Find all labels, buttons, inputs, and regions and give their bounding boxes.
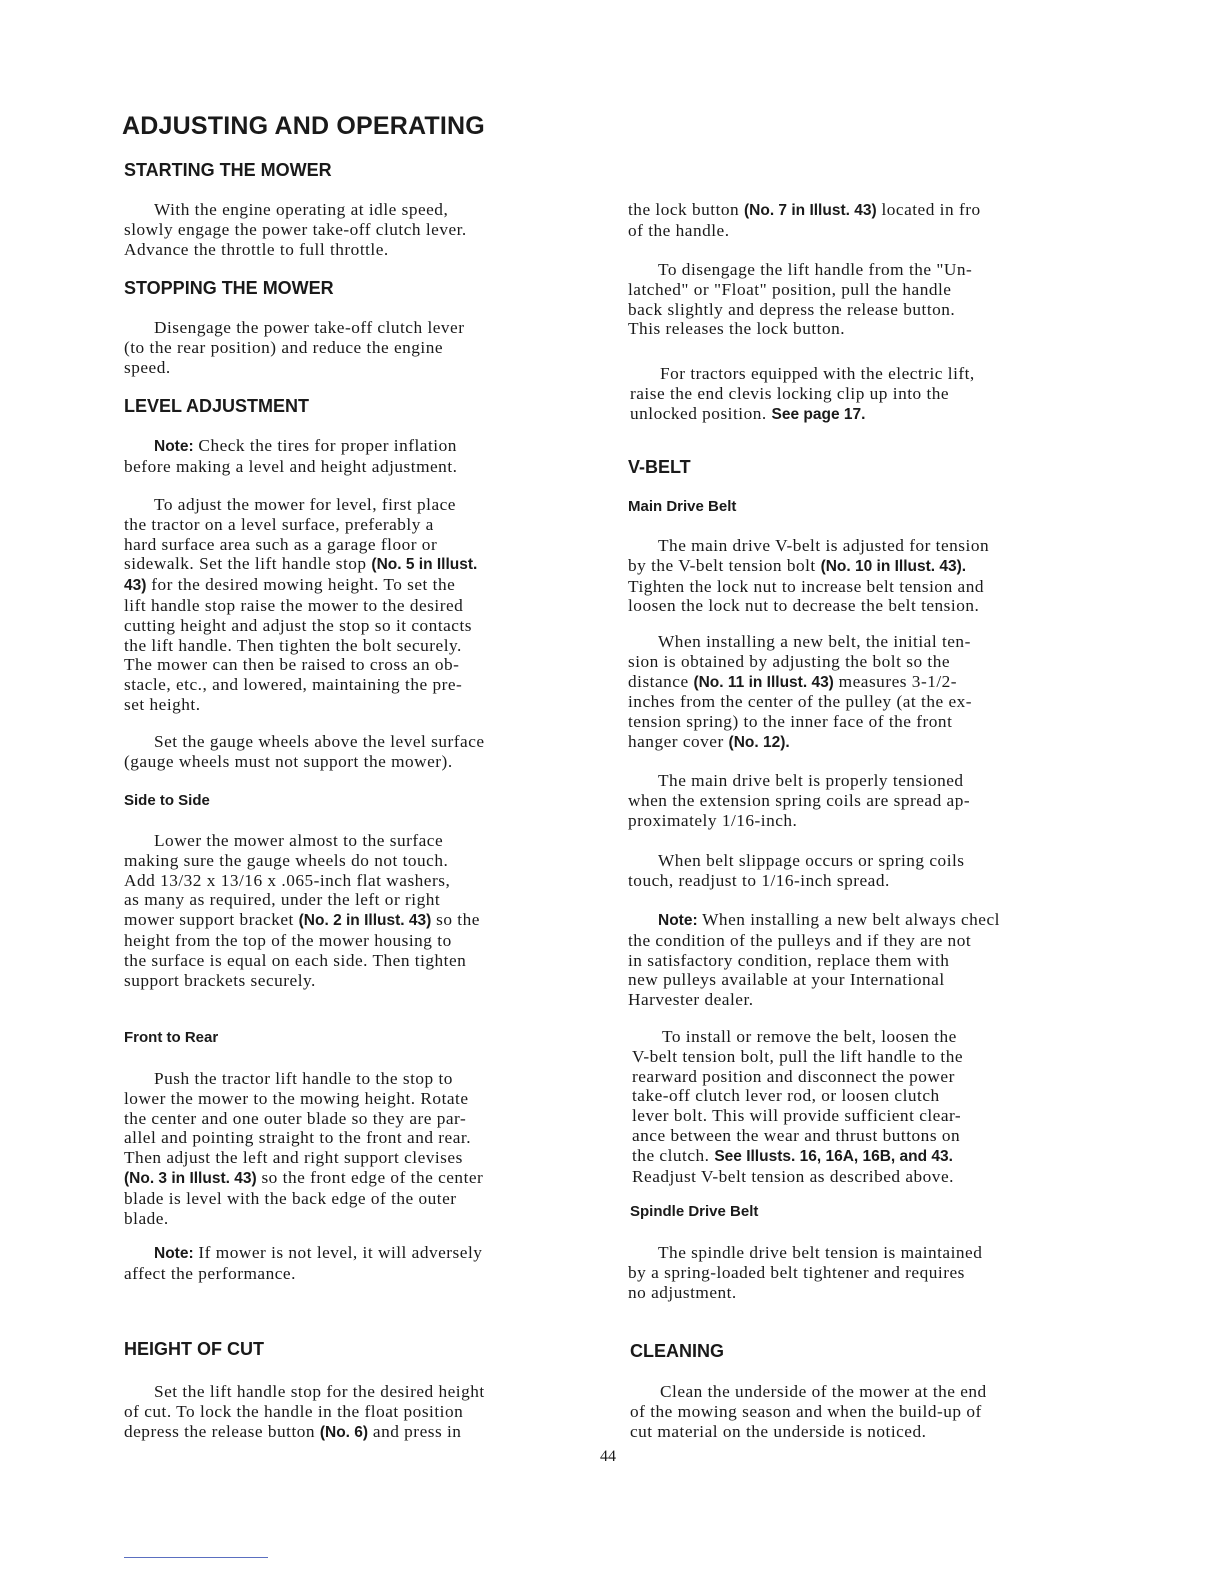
text-line: The main drive V-belt is adjusted for tension <box>658 536 990 555</box>
text-line: the clutch. <box>632 1145 715 1165</box>
illustration-reference: See Illusts. 16, 16A, 16B, and 43. <box>714 1147 953 1165</box>
text-line: by the V-belt tension bolt <box>628 555 821 575</box>
text-line: ance between the wear and thrust buttons on <box>632 1125 961 1145</box>
text-line: the condition of the pulleys and if they are not <box>628 930 972 950</box>
text-line: (gauge wheels must not support the mower). <box>124 751 453 771</box>
text-line: Then adjust the left and right support clevises <box>124 1148 463 1168</box>
paragraph-disengage-lift <box>628 260 972 339</box>
paragraph-level-adjust <box>124 495 477 715</box>
text-line: Tighten the lock nut to increase belt tension and <box>628 576 984 596</box>
text-line: Advance the throttle to full throttle. <box>124 239 389 259</box>
subheading-spindle-drive-belt: Spindle Drive Belt <box>630 1203 759 1220</box>
text-line: Set the gauge wheels above the level surface <box>154 732 485 751</box>
text-line: The spindle drive belt tension is maintained <box>658 1243 983 1262</box>
text-line: To adjust the mower for level, first place <box>154 495 456 514</box>
text-line: so the front edge of the center <box>256 1167 484 1187</box>
text-line: making sure the gauge wheels do not touch. <box>124 850 449 870</box>
illustration-reference: (No. 5 in Illust. <box>371 556 478 574</box>
paragraph-spindle-drive-belt <box>628 1243 982 1302</box>
text-line: hanger cover <box>628 731 729 751</box>
text-line: If mower is not level, it will adversely <box>193 1243 483 1262</box>
text-line: Check the tires for proper inflation <box>193 436 457 455</box>
text-line: set height. <box>124 694 201 714</box>
text-line: distance <box>628 671 694 691</box>
text-line: To install or remove the belt, loosen the <box>662 1027 957 1046</box>
heading-starting-mower: STARTING THE MOWER <box>124 160 332 180</box>
text-line: height from the top of the mower housing to <box>124 930 452 950</box>
text-line: so the <box>431 910 480 930</box>
text-line: inches from the center of the pulley (at the ex- <box>628 692 973 712</box>
text-line: Harvester dealer. <box>628 990 754 1010</box>
text-line: Lower the mower almost to the surface <box>154 831 444 850</box>
note-label: Note: <box>658 912 698 929</box>
note-pulleys <box>628 910 1000 1010</box>
text-line: Set the lift handle stop for the desired height <box>154 1382 485 1401</box>
text-line: When installing a new belt, the initial ten- <box>658 632 971 651</box>
text-line: blade. <box>124 1208 169 1228</box>
text-line: of cut. To lock the handle in the float position <box>124 1401 464 1421</box>
illustration-reference: (No. 7 in Illust. 43) <box>744 202 877 219</box>
paragraph-belt-slippage <box>628 851 965 891</box>
text-line: allel and pointing straight to the front and rear. <box>124 1128 472 1148</box>
page-reference: See page 17. <box>771 405 866 423</box>
text-line: latched" or "Float" position, pull the handle <box>628 279 952 299</box>
text-line: measures 3-1/2- <box>833 671 958 691</box>
illustration-reference: (No. 11 in Illust. 43) <box>693 673 834 691</box>
text-line: mower support bracket <box>124 910 299 930</box>
text-line: When installing a new belt always checl <box>697 910 1000 929</box>
note-label: Note: <box>154 1245 194 1262</box>
text-line: proximately 1/16-inch. <box>628 810 798 830</box>
text-line: When belt slippage occurs or spring coils <box>658 851 965 870</box>
text-line: the lift handle. Then tighten the bolt securely. <box>124 635 462 655</box>
paragraph-electric-lift <box>630 364 975 424</box>
text-line: lower the mower to the mowing height. Rotate <box>124 1088 469 1108</box>
paragraph-height-of-cut <box>124 1382 485 1442</box>
text-line: lever bolt. This will provide sufficient clear- <box>632 1106 962 1126</box>
text-line: for the desired mowing height. To set the <box>146 575 456 595</box>
text-line: Add 13/32 x 13/16 x .065-inch flat washers, <box>124 870 451 890</box>
text-line: take-off clutch lever rod, or loosen clutch <box>632 1086 940 1106</box>
paragraph-lock-button <box>628 200 981 241</box>
text-line: touch, readjust to 1/16-inch spread. <box>628 870 890 890</box>
text-line: To disengage the lift handle from the "Un- <box>658 260 973 279</box>
text-line: and press in <box>368 1421 462 1441</box>
subheading-front-to-rear: Front to Rear <box>124 1029 219 1046</box>
text-line: Disengage the power take-off clutch lever <box>154 318 465 337</box>
text-line: lift handle stop raise the mower to the desired <box>124 595 464 615</box>
heading-v-belt: V-BELT <box>628 457 691 477</box>
heading-stopping-mower: STOPPING THE MOWER <box>124 278 334 298</box>
paragraph-starting <box>124 200 467 259</box>
heading-cleaning: CLEANING <box>630 1341 724 1361</box>
illustration-reference: 43) <box>124 577 147 595</box>
text-line: support brackets securely. <box>124 970 316 990</box>
footer-rule <box>124 1557 268 1558</box>
text-line: hard surface area such as a garage floor or <box>124 534 438 554</box>
note-label: Note: <box>154 438 194 455</box>
text-line: of the handle. <box>628 220 730 240</box>
text-line: the center and one outer blade so they are par- <box>124 1108 467 1128</box>
illustration-reference: (No. 3 in Illust. 43) <box>124 1169 257 1187</box>
text-line: The main drive belt is properly tensioned <box>658 771 964 790</box>
text-line: before making a level and height adjustment. <box>124 456 458 476</box>
text-line: blade is level with the back edge of the outer <box>124 1188 457 1208</box>
heading-height-of-cut: HEIGHT OF CUT <box>124 1339 264 1359</box>
text-line: no adjustment. <box>628 1282 737 1302</box>
paragraph-cleaning <box>630 1382 987 1441</box>
text-line: raise the end clevis locking clip up into the <box>630 383 950 403</box>
text-line: With the engine operating at idle speed, <box>154 200 449 219</box>
paragraph-side-to-side <box>124 831 480 990</box>
text-line: This releases the lock button. <box>628 319 846 339</box>
paragraph-stopping <box>124 318 464 377</box>
text-line: of the mowing season and when the build-up of <box>630 1401 982 1421</box>
subheading-main-drive-belt: Main Drive Belt <box>628 498 737 515</box>
text-line: by a spring-loaded belt tightener and requires <box>628 1262 965 1282</box>
paragraph-front-to-rear <box>124 1069 483 1228</box>
text-line: Readjust V-belt tension as described above. <box>632 1166 954 1186</box>
text-line: located in fro <box>876 200 981 219</box>
text-line: speed. <box>124 357 171 377</box>
illustration-reference: (No. 12). <box>728 733 790 751</box>
note-not-level <box>124 1243 482 1284</box>
text-line: loosen the lock nut to decrease the belt tension. <box>628 596 980 616</box>
text-line: stacle, etc., and lowered, maintaining the pre- <box>124 675 463 695</box>
text-line: depress the release button <box>124 1421 320 1441</box>
text-line: V-belt tension bolt, pull the lift handle to the <box>632 1046 964 1066</box>
heading-level-adjustment: LEVEL ADJUSTMENT <box>124 396 310 416</box>
text-line: back slightly and depress the release button. <box>628 299 956 319</box>
paragraph-install-remove-belt <box>632 1027 963 1186</box>
text-line: slowly engage the power take-off clutch lever. <box>124 219 467 239</box>
text-line: (to the rear position) and reduce the engine <box>124 337 444 357</box>
paragraph-main-drive-belt <box>628 536 989 616</box>
text-line: Clean the underside of the mower at the end <box>660 1382 987 1401</box>
text-line: Push the tractor lift handle to the stop to <box>154 1069 453 1088</box>
text-line: affect the performance. <box>124 1263 296 1283</box>
subheading-side-to-side: Side to Side <box>124 792 210 809</box>
page-number: 44 <box>600 1448 616 1465</box>
text-line: in satisfactory condition, replace them with <box>628 950 950 970</box>
text-line: the lock button <box>628 200 744 219</box>
text-line: when the extension spring coils are spread ap- <box>628 790 971 810</box>
text-line: cutting height and adjust the stop so it contacts <box>124 615 472 635</box>
paragraph-new-belt-tension <box>628 632 972 753</box>
text-line: rearward position and disconnect the power <box>632 1066 955 1086</box>
text-line: The mower can then be raised to cross an ob- <box>124 655 460 675</box>
paragraph-gauge-wheels <box>124 732 485 772</box>
note-level <box>124 436 457 477</box>
paragraph-belt-tensioned <box>628 771 970 830</box>
text-line: sidewalk. Set the lift handle stop <box>124 554 372 574</box>
text-line: For tractors equipped with the electric lift, <box>660 364 975 383</box>
illustration-reference: (No. 2 in Illust. 43) <box>298 912 432 930</box>
text-line: new pulleys available at your International <box>628 970 945 990</box>
text-line: the tractor on a level surface, preferably a <box>124 514 434 534</box>
text-line: as many as required, under the left or right <box>124 890 441 910</box>
text-line: sion is obtained by adjusting the bolt so the <box>628 651 951 671</box>
page-title: ADJUSTING AND OPERATING <box>122 112 485 140</box>
text-line: unlocked position. <box>630 403 772 423</box>
illustration-reference: (No. 6) <box>319 1423 369 1441</box>
text-line: the surface is equal on each side. Then tighten <box>124 950 467 970</box>
text-line: cut material on the underside is noticed. <box>630 1421 927 1441</box>
text-line: tension spring) to the inner face of the front <box>628 712 953 732</box>
illustration-reference: (No. 10 in Illust. 43). <box>820 557 967 575</box>
